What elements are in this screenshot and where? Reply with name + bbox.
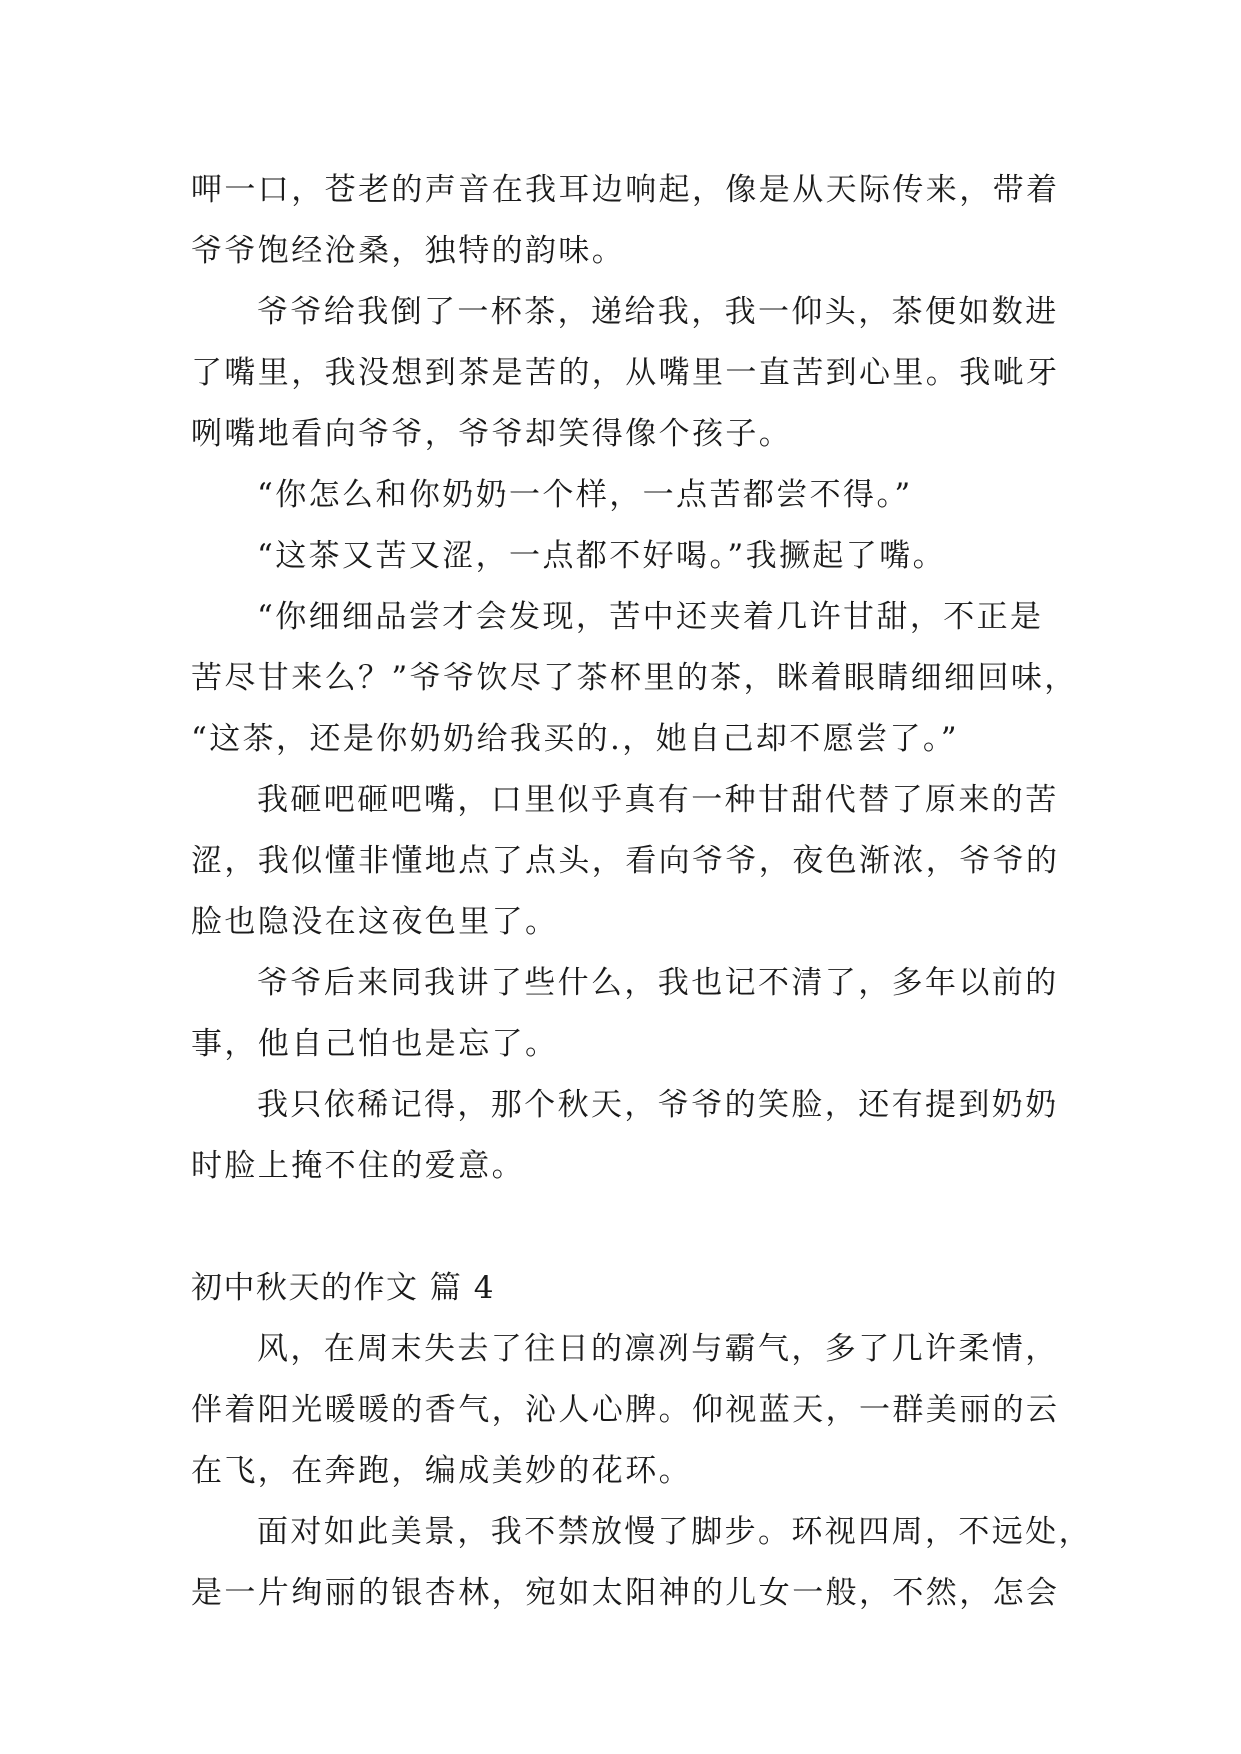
- paragraph: [191, 770, 1060, 953]
- document-body: [191, 160, 1092, 1624]
- text-line: 在飞，在奔跑，编成美妙的花环。: [191, 1453, 692, 1489]
- text-line: “这茶，还是你奶奶给我买的.，她自己却不愿尝了。”: [191, 721, 960, 757]
- paragraph: [191, 465, 1051, 526]
- text-line: 爷爷后来同我讲了些什么，我也记不清了，多年以前的: [257, 965, 1059, 1001]
- text-line: 苦尽甘来么？”爷爷饮尽了茶杯里的茶，眯着眼睛细细回味，: [191, 660, 1078, 696]
- paragraph: [191, 526, 1051, 587]
- text-line: 伴着阳光暖暖的香气，沁人心脾。仰视蓝天，一群美丽的云: [191, 1392, 1060, 1428]
- paragraph: [191, 1075, 1059, 1197]
- text-line: 面对如此美景，我不禁放慢了脚步。环视四周，不远处，: [257, 1514, 1092, 1550]
- text-line: 爷爷给我倒了一杯茶，递给我，我一仰头，茶便如数进: [257, 294, 1059, 330]
- text-line: 爷爷饱经沧桑，独特的韵味。: [191, 233, 626, 269]
- paragraph: [191, 1319, 1060, 1502]
- text-line: 涩，我似懂非懂地点了点头，看向爷爷，夜色渐浓，爷爷的: [191, 843, 1060, 879]
- text-line: 是一片绚丽的银杏林，宛如太阳神的儿女一般，不然，怎会: [191, 1575, 1060, 1611]
- paragraph: [191, 282, 1060, 465]
- paragraph: [191, 953, 1059, 1075]
- text-line: “你细细品尝才会发现，苦中还夹着几许甘甜，不正是: [257, 599, 1044, 635]
- text-line: 我只依稀记得，那个秋天，爷爷的笑脸，还有提到奶奶: [257, 1087, 1059, 1123]
- text-line: 脸也隐没在这夜色里了。: [191, 904, 559, 940]
- text-line: 呷一口，苍老的声音在我耳边响起，像是从天际传来，带着: [191, 172, 1060, 208]
- paragraph: [191, 1502, 1092, 1624]
- text-line: 我砸吧砸吧嘴，口里似乎真有一种甘甜代替了原来的苦: [257, 782, 1059, 818]
- paragraph: [191, 587, 1078, 770]
- text-line: 了嘴里，我没想到茶是苦的，从嘴里一直苦到心里。我呲牙: [191, 355, 1060, 391]
- section-spacer: [191, 1197, 1051, 1258]
- text-line: “这茶又苦又涩，一点都不好喝。”我撅起了嘴。: [257, 538, 946, 574]
- text-line: 咧嘴地看向爷爷，爷爷却笑得像个孩子。: [191, 416, 793, 452]
- text-line: 事，他自己怕也是忘了。: [191, 1026, 559, 1062]
- text-line: 时脸上掩不住的爱意。: [191, 1148, 525, 1184]
- paragraph: [191, 160, 1060, 282]
- text-line: “你怎么和你奶奶一个样，一点苦都尝不得。”: [257, 477, 913, 513]
- text-line: 风，在周末失去了往日的凛冽与霸气，多了几许柔情，: [257, 1331, 1059, 1367]
- section-heading: 初中秋天的作文 篇 4: [191, 1270, 495, 1306]
